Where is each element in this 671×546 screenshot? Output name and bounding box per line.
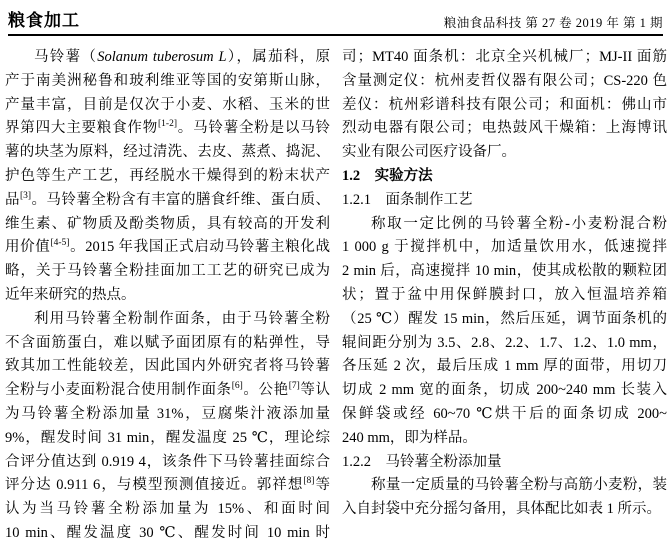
text-line: 全粉与小麦面粉混合使用制作面条[6]。公艳[7]等认	[5, 381, 331, 399]
text-line: 差仪：杭州彩谱科技有限公司；和面机：佛山市	[342, 96, 667, 113]
text-line: 2 min 后，高速搅拌 10 min，使其成松散的颗粒团	[342, 263, 667, 280]
text-line: 利用马铃薯全粉制作面条，由于马铃薯全粉	[34, 310, 330, 327]
text-line: 薯的块茎为原料，经过清洗、去皮、蒸煮、捣泥、	[5, 144, 330, 161]
text-line: 1.2.2 马铃薯全粉添加量	[342, 453, 502, 470]
text-line: 1 000 g 于搅拌机中，加适量饮用水，低速搅拌	[342, 239, 667, 256]
text-line: 1.2 实验方法	[342, 167, 433, 184]
text-line: 产量丰富，目前是仅次于小麦、水稻、玉米的世	[5, 96, 330, 113]
text-line: 为马铃薯全粉添加量 31%，豆腐柴汁液添加量	[5, 405, 330, 422]
text-line: 产于南美洲秘鲁和玻利维亚等国的安第斯山脉，	[5, 72, 330, 89]
text-line: 略，关于马铃薯全粉挂面加工工艺的研究已成为	[5, 263, 330, 280]
text-line: 用价值[4-5]。2015 年我国正式启动马铃薯主粮化战	[5, 238, 331, 256]
section-label: 粮食加工	[8, 11, 80, 30]
text-line: 保鲜袋或经 60~70 ℃烘干后的面条切成 200~	[342, 405, 667, 422]
text-line: 入自封袋中充分摇匀备用，具体配比如表 1 所示。	[342, 501, 661, 518]
text-line: 护色等生产工艺，再经脱水干燥得到的粉末状产	[5, 167, 330, 184]
text-line: 不含面筋蛋白，难以赋予面团原有的粘弹性，导	[5, 334, 330, 351]
text-line: 维生素、矿物质及酚类物质，具有较高的开发利	[5, 215, 330, 232]
page-header	[8, 8, 663, 36]
text-line: 辊间距分别为 3.5、2.8、2.2、1.7、1.2、1.0 mm，	[342, 334, 667, 351]
right-column	[342, 46, 667, 532]
text-line: 9%，醒发时间 31 min，醒发温度 25 ℃，理论综	[5, 429, 330, 446]
text-line: 称量一定质量的马铃薯全粉与高筋小麦粉，装	[371, 477, 667, 494]
text-line: 界第四大主要粮食作物[1-2]。马铃薯全粉是以马铃	[5, 119, 330, 137]
text-line: 烈动电器有限公司；电热鼓风干燥箱：上海博讯	[342, 120, 667, 137]
text-line: 近年来研究的热点。	[5, 286, 136, 303]
text-line: 称取一定比例的马铃薯全粉-小麦粉混合粉	[371, 215, 667, 232]
article-body	[5, 46, 667, 541]
text-line: 品[3]。马铃薯全粉含有丰富的膳食纤维、蛋白质、	[5, 190, 331, 208]
text-line: 致其加工性能较差，因此国内外研究者将马铃薯	[5, 358, 330, 375]
text-line: 司；MT40 面条机：北京全兴机械厂；MJ-II 面筋	[342, 49, 667, 65]
text-line: 各压延 2 次，最后压成 1 mm 厚的面带，用切刀	[342, 358, 667, 375]
text-line: 马铃薯（Solanum tuberosum L），属茄科，原	[34, 49, 331, 65]
text-line: 评分达 0.911 6，与模型预测值接近。郭祥想[8]等	[5, 476, 330, 494]
text-line: 切成 2 mm 宽的面条，切成 200~240 mm 长装入	[342, 382, 667, 399]
text-line: 实业有限公司医疗设备厂。	[342, 144, 516, 161]
journal-header-info: 粮油食品科技 第 27 卷 2019 年 第 1 期	[443, 16, 663, 30]
text-line: 认为当马铃薯全粉添加量为 15%、和面时间	[5, 501, 330, 518]
text-line: 1.2.1 面条制作工艺	[342, 191, 473, 208]
text-line: 含量测定仪：杭州麦哲仪器有限公司；CS-220 色	[342, 72, 667, 89]
text-line: （25 ℃）醒发 15 min，然后压延，调节面条机的	[342, 310, 667, 327]
left-column	[5, 46, 331, 541]
text-line: 合评分值达到 0.919 4，该条件下马铃薯挂面综合	[5, 453, 330, 470]
text-line: 240 mm，即为样品。	[342, 429, 477, 446]
text-line: 10 min、醒发温度 30 ℃、醒发时间 10 min 时	[5, 524, 330, 541]
text-line: 状；置于盆中用保鲜膜封口，放入恒温培养箱	[342, 286, 667, 303]
